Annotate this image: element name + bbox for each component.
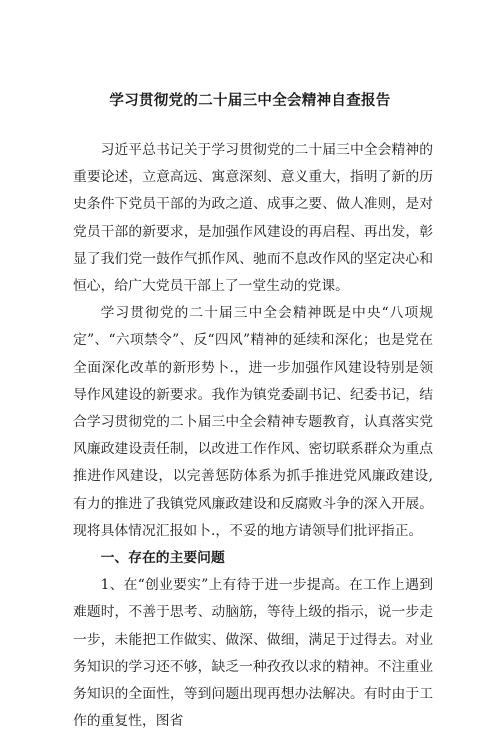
- section-heading: 一、存在的主要问题: [100, 550, 225, 567]
- body-paragraph-2: 学习贯彻党的二十届三中全会精神既是中央“八项规定”、“六项禁令”、反“四风”精神的延续和深化；也是党在全面深化改革的新形势卜.，进一步加强作风建设特别是领导作风建设的新要求。我作为镇党委副书记、纪委书记，结合学习贯彻党的二卜届三中全会精神专题教育，认真落实党风廉政建设责任制，以改进工作作风、密切联系群众为重点推进作风建设，以完善惩防体系为抓手推进党风廉政建设,有力的推进了我镇党风廉政建设和反腐败斗争的深入开展。现将具体情况汇报如卜.，不妥的地方请领导们批评指正。: [73, 305, 433, 539]
- section-paragraph-1: 1、在“创业要实”上有待于进一步提高。在工作上遇到难题时，不善于思考、动脑筋，等待上级的指示，说一步走一步，未能把工作做实、做深、做细，满足于过得去。对业务知识的学习还不够，缺乏一种孜孜以求的精神。不注重业务知识的全面性，等到问题出现再想办法解决。有时由于工作的重复性，图省: [73, 577, 433, 730]
- document-body: [73, 137, 433, 735]
- document-title: 学习贯彻党的二十届三中全会精神自查报告: [109, 93, 391, 109]
- body-paragraph-1: 习近平总书记关于学习贯彻党的二十届三中全会精神的重要论述，立意高远、寓意深刻、意义重大，指明了新的历史条件下党员干部的为政之道、成事之要、做人准则，是对党员干部的新要求，是加强作风建设的再启程、再出发，彰显了我们党一鼓作气抓作风、驰而不息改作风的坚定决心和恒心，给广大党员干部上了一堂生动的党课。: [73, 142, 433, 295]
